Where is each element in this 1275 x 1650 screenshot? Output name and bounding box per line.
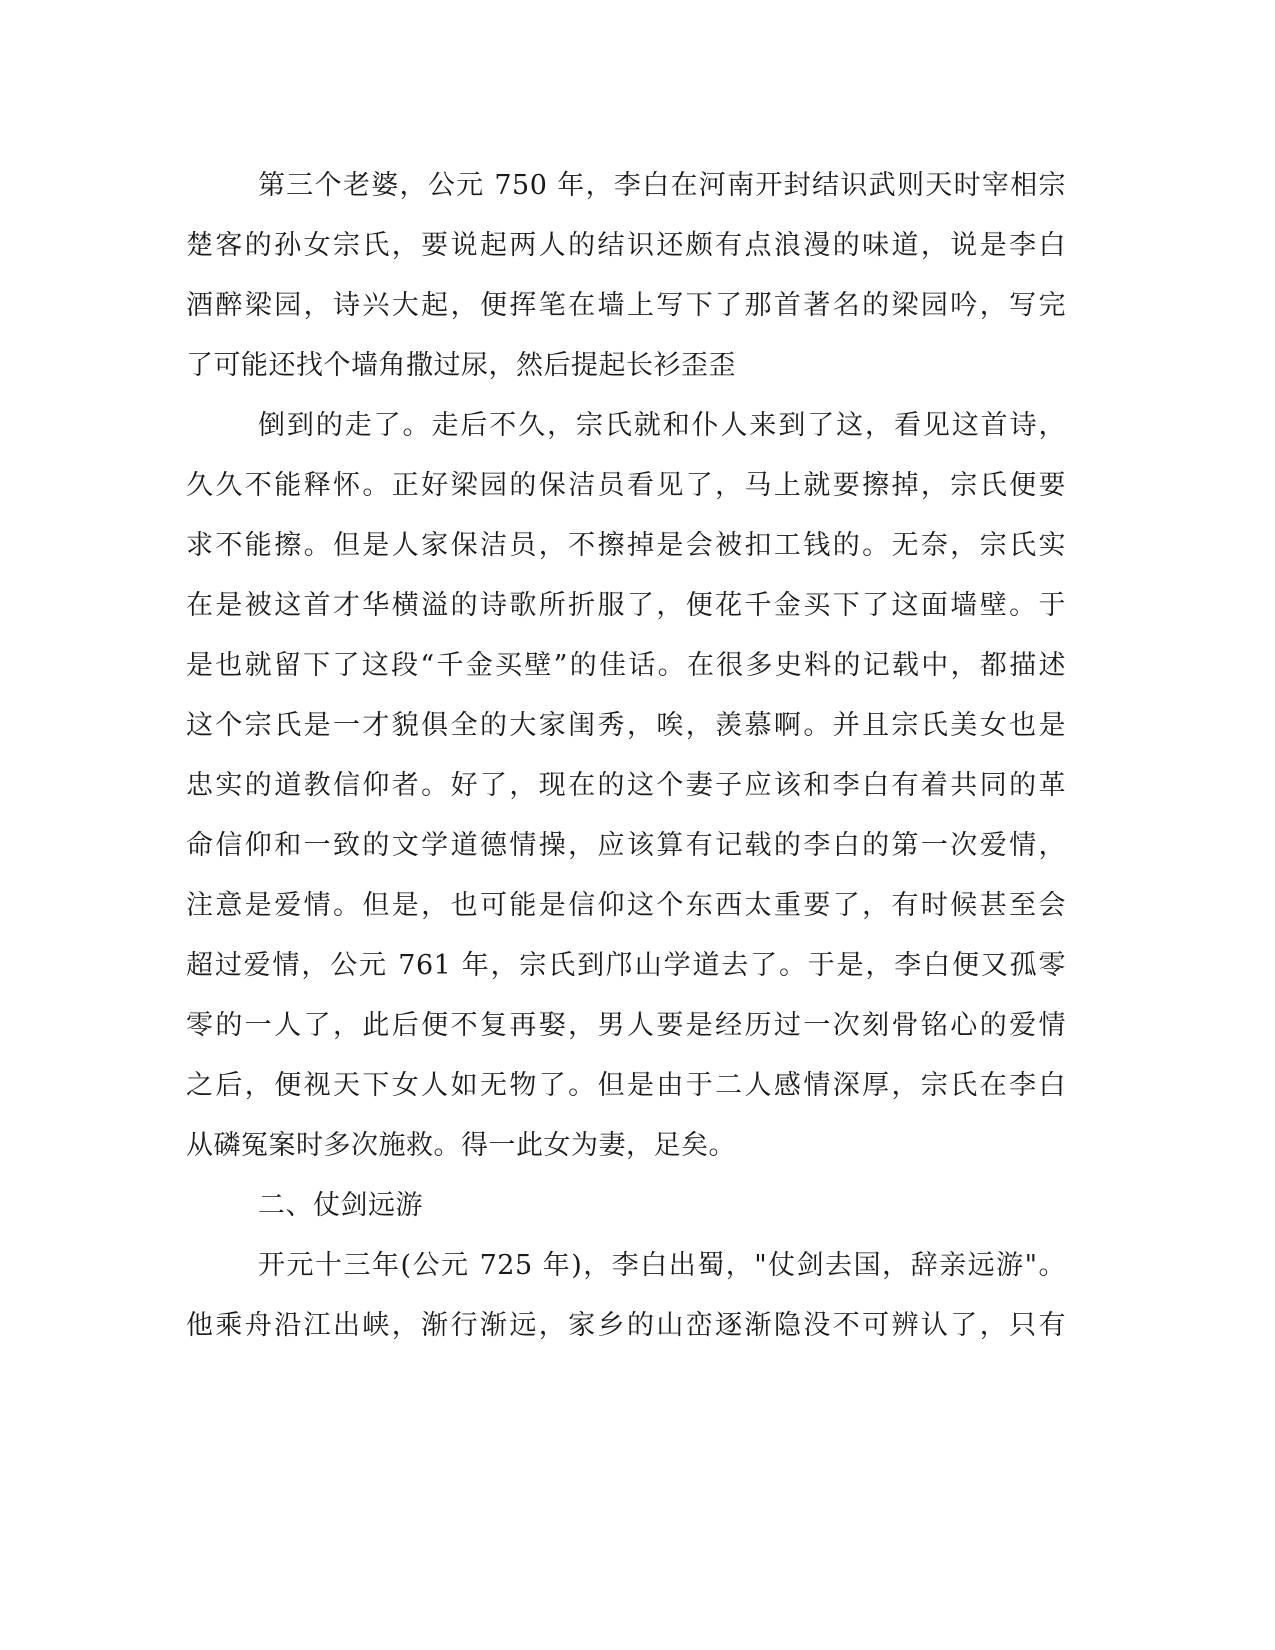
text-line: 他乘舟沿江出峡，渐行渐远，家乡的山峦逐渐隐没不可辨认了，只有 — [186, 1310, 1066, 1341]
text-line: 开元十三年(公元 725 年)，李白出蜀，"仗剑去国，辞亲远游"。 — [258, 1250, 1066, 1281]
text-line: 超过爱情，公元 761 年，宗氏到邝山学道去了。于是，李白便又孤零 — [186, 950, 1066, 981]
text-line: 倒到的走了。走后不久，宗氏就和仆人来到了这，看见这首诗， — [258, 410, 1066, 441]
section-heading: 二、仗剑远游 — [258, 1190, 423, 1221]
text-line: 零的一人了，此后便不复再娶，男人要是经历过一次刻骨铭心的爱情 — [186, 1010, 1066, 1041]
text-line: 从磷冤案时多次施救。得一此女为妻，足矣。 — [186, 1130, 736, 1161]
text-line: 了可能还找个墙角撒过尿，然后提起长衫歪歪 — [186, 350, 736, 381]
text-line: 命信仰和一致的文学道德情操，应该算有记载的李白的第一次爱情， — [186, 830, 1066, 861]
text-line: 酒醉梁园，诗兴大起，便挥笔在墙上写下了那首著名的梁园吟，写完 — [186, 290, 1066, 321]
text-line: 楚客的孙女宗氏，要说起两人的结识还颇有点浪漫的味道，说是李白 — [186, 230, 1066, 261]
document-body — [186, 156, 1066, 1356]
text-line: 注意是爱情。但是，也可能是信仰这个东西太重要了，有时候甚至会 — [186, 890, 1066, 921]
text-line: 是也就留下了这段“千金买壁”的佳话。在很多史料的记载中，都描述 — [186, 650, 1066, 681]
text-line: 久久不能释怀。正好梁园的保洁员看见了，马上就要擦掉，宗氏便要 — [186, 470, 1066, 501]
text-line: 在是被这首才华横溢的诗歌所折服了，便花千金买下了这面墙壁。于 — [186, 590, 1066, 621]
text-line: 之后，便视天下女人如无物了。但是由于二人感情深厚，宗氏在李白 — [186, 1070, 1066, 1101]
text-line: 这个宗氏是一才貌俱全的大家闺秀，唉，羡慕啊。并且宗氏美女也是 — [186, 710, 1066, 741]
text-line: 第三个老婆，公元 750 年，李白在河南开封结识武则天时宰相宗 — [258, 170, 1066, 201]
text-line: 求不能擦。但是人家保洁员，不擦掉是会被扣工钱的。无奈，宗氏实 — [186, 530, 1066, 561]
text-line: 忠实的道教信仰者。好了，现在的这个妻子应该和李白有着共同的革 — [186, 770, 1066, 801]
